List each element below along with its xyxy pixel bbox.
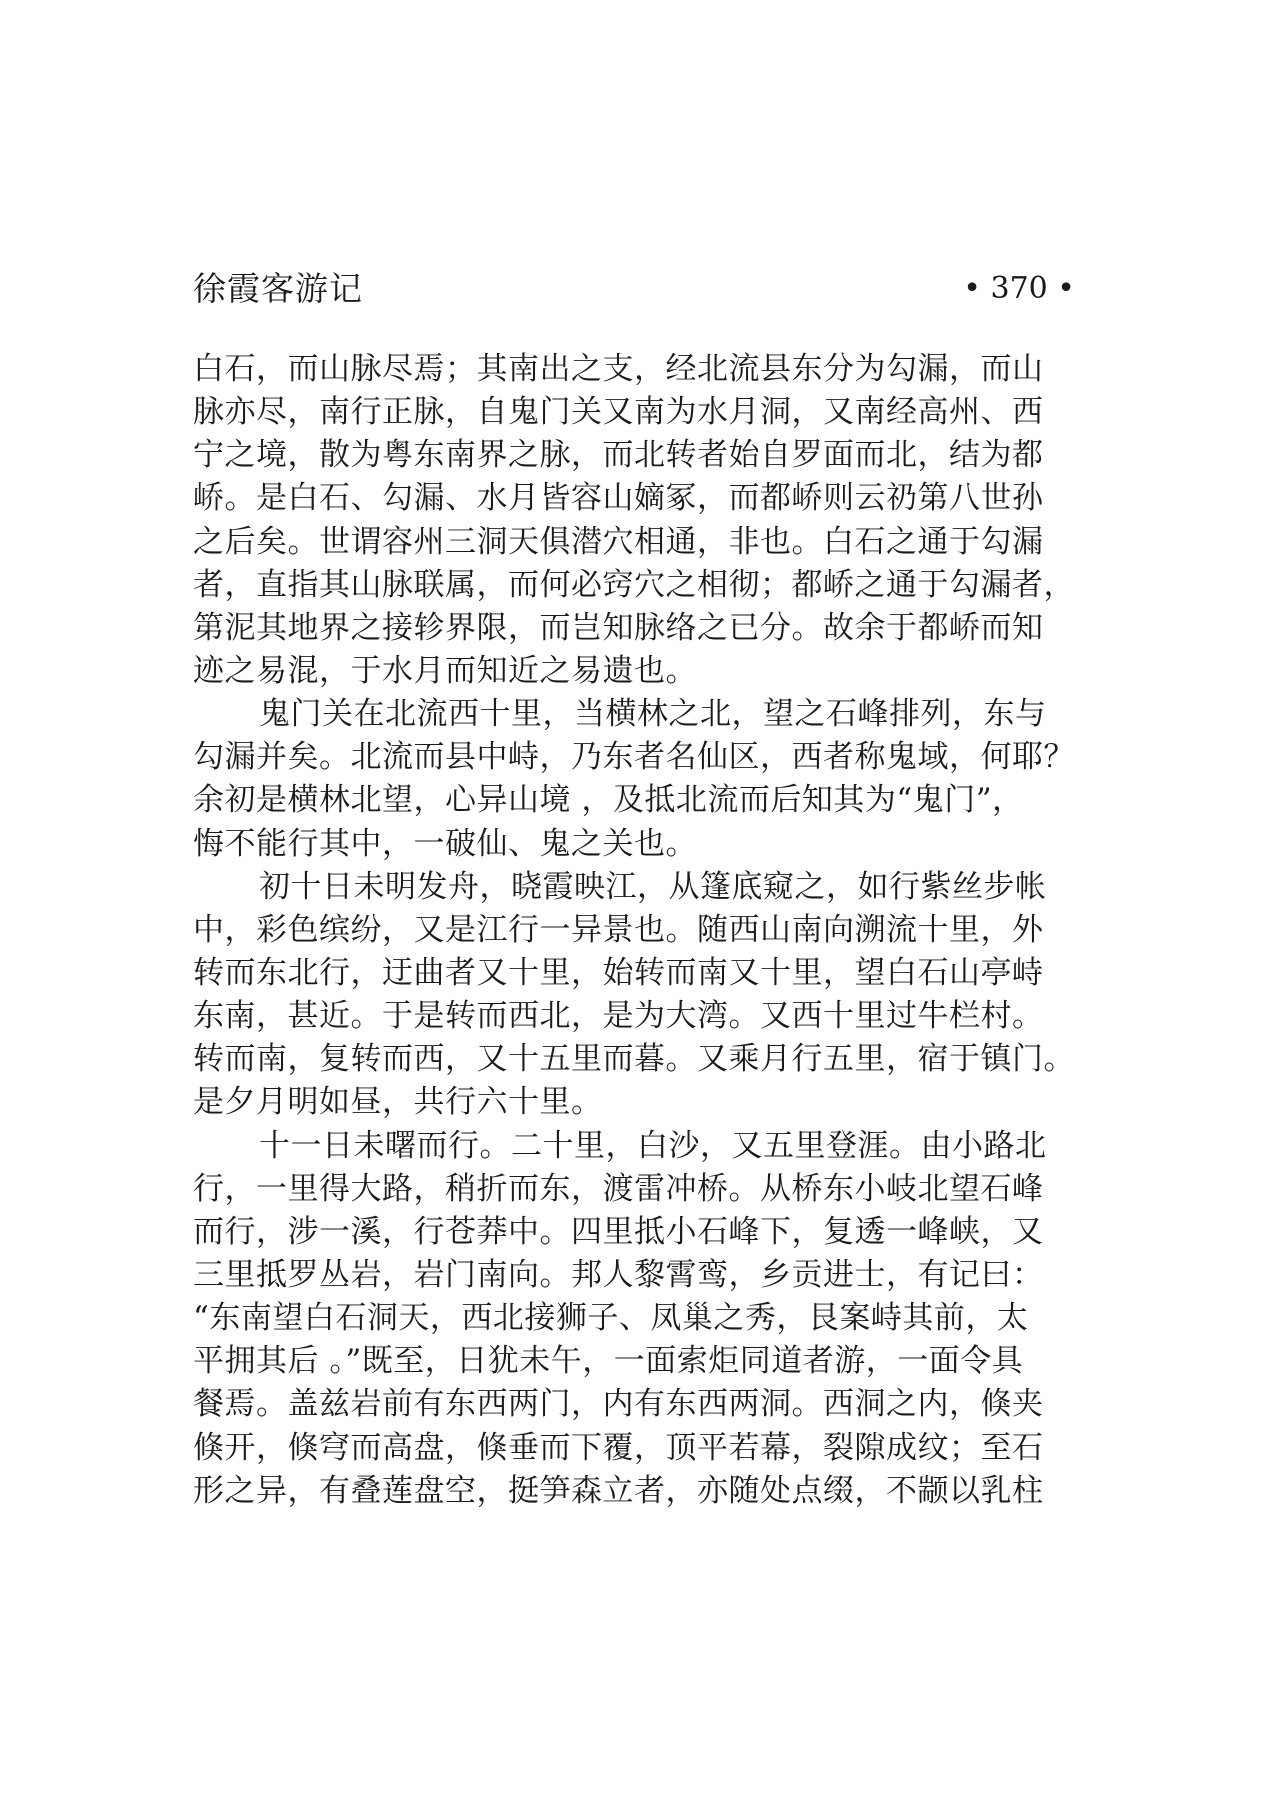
text-line: 是夕月明如昼，共行六十里。 <box>193 1084 603 1121</box>
page-header <box>193 264 1085 314</box>
text-line: 转而南，复转而西，又十五里而暮。又乘月行五里，宿于镇门。 <box>193 1041 1075 1078</box>
paragraph-first-line: 十一日未曙而行。二十里，白沙，又五里登涯。由小路北 <box>259 1127 1047 1164</box>
text-line: 第泥其地界之接轸界限，而岂知脉络之已分。故余于都峤而知 <box>193 609 1044 646</box>
paragraph-first-line: 初十日未明发舟，晓霞映江，从篷底窥之，如行紫丝步帐 <box>259 868 1047 905</box>
text-line: 三里抵罗丛岩，岩门南向。邦人黎霄鸾，乡贡进士，有记曰： <box>193 1256 1044 1293</box>
text-line: 宁之境，散为粤东南界之脉，而北转者始自罗面而北，结为都 <box>193 437 1044 474</box>
text-line: 东南，甚近。于是转而西北，是为大湾。又西十里过牛栏村。 <box>193 998 1044 1035</box>
paragraph-first-line: 鬼门关在北流西十里，当横林之北，望之石峰排列，东与 <box>259 696 1047 733</box>
book-title: 徐霞客游记 <box>193 269 363 308</box>
text-line: “东南望白石洞天，西北接狮子、凤巢之秀，艮案峙其前，太 <box>193 1300 1029 1337</box>
text-line: 餐焉。盖兹岩前有东西两门，内有东西两洞。西洞之内，倏夹 <box>193 1386 1044 1423</box>
text-line: 中，彩色缤纷，又是江行一异景也。随西山南向溯流十里，外 <box>193 911 1044 948</box>
text-line: 脉亦尽，南行正脉，自鬼门关又南为水月洞，又南经高州、西 <box>193 394 1044 431</box>
text-line: 迹之易混，于水月而知近之易遗也。 <box>193 652 697 689</box>
text-line: 形之异，有叠莲盘空，挺笋森立者，亦随处点缀，不颛以乳柱 <box>193 1472 1044 1509</box>
text-line: 勾漏并矣。北流而县中峙，乃东者名仙区，西者称鬼域，何耶？ <box>193 739 1075 776</box>
text-line: 行，一里得大路，稍折而东，渡雷冲桥。从桥东小岐北望石峰 <box>193 1170 1044 1207</box>
text-line: 之后矣。世谓容州三洞天俱潜穴相通，非也。白石之通于勾漏 <box>193 523 1044 560</box>
text-line: 平拥其后 。”既至，日犹未午，一面索炬同道者游，一面令具 <box>193 1343 1024 1380</box>
text-line: 而行，涉一溪，行苍莽中。四里抵小石峰下，复透一峰峡，又 <box>193 1213 1044 1250</box>
text-line: 白石，而山脉尽焉；其南出之支，经北流县东分为勾漏，而山 <box>193 351 1044 387</box>
body-text <box>193 348 1103 1513</box>
text-line: 峤。是白石、勾漏、水月皆容山嫡冢，而都峤则云礽第八世孙 <box>193 480 1044 517</box>
text-line: 悔不能行其中，一破仙、鬼之关也。 <box>193 825 697 862</box>
text-line: 转而东北行，迂曲者又十里，始转而南又十里，望白石山亭峙 <box>193 954 1044 991</box>
text-line: 倏开，倏穹而高盘，倏垂而下覆，顶平若幕，裂隙成纹；至石 <box>193 1429 1044 1466</box>
text-line: 余初是横林北望，心异山境 ，及抵北流而后知其为“鬼门”， <box>193 782 1024 819</box>
text-line: 者，直指其山脉联属，而何必窍穴之相彻；都峤之通于勾漏者， <box>193 566 1075 603</box>
page-number: • 370 • <box>963 271 1075 306</box>
